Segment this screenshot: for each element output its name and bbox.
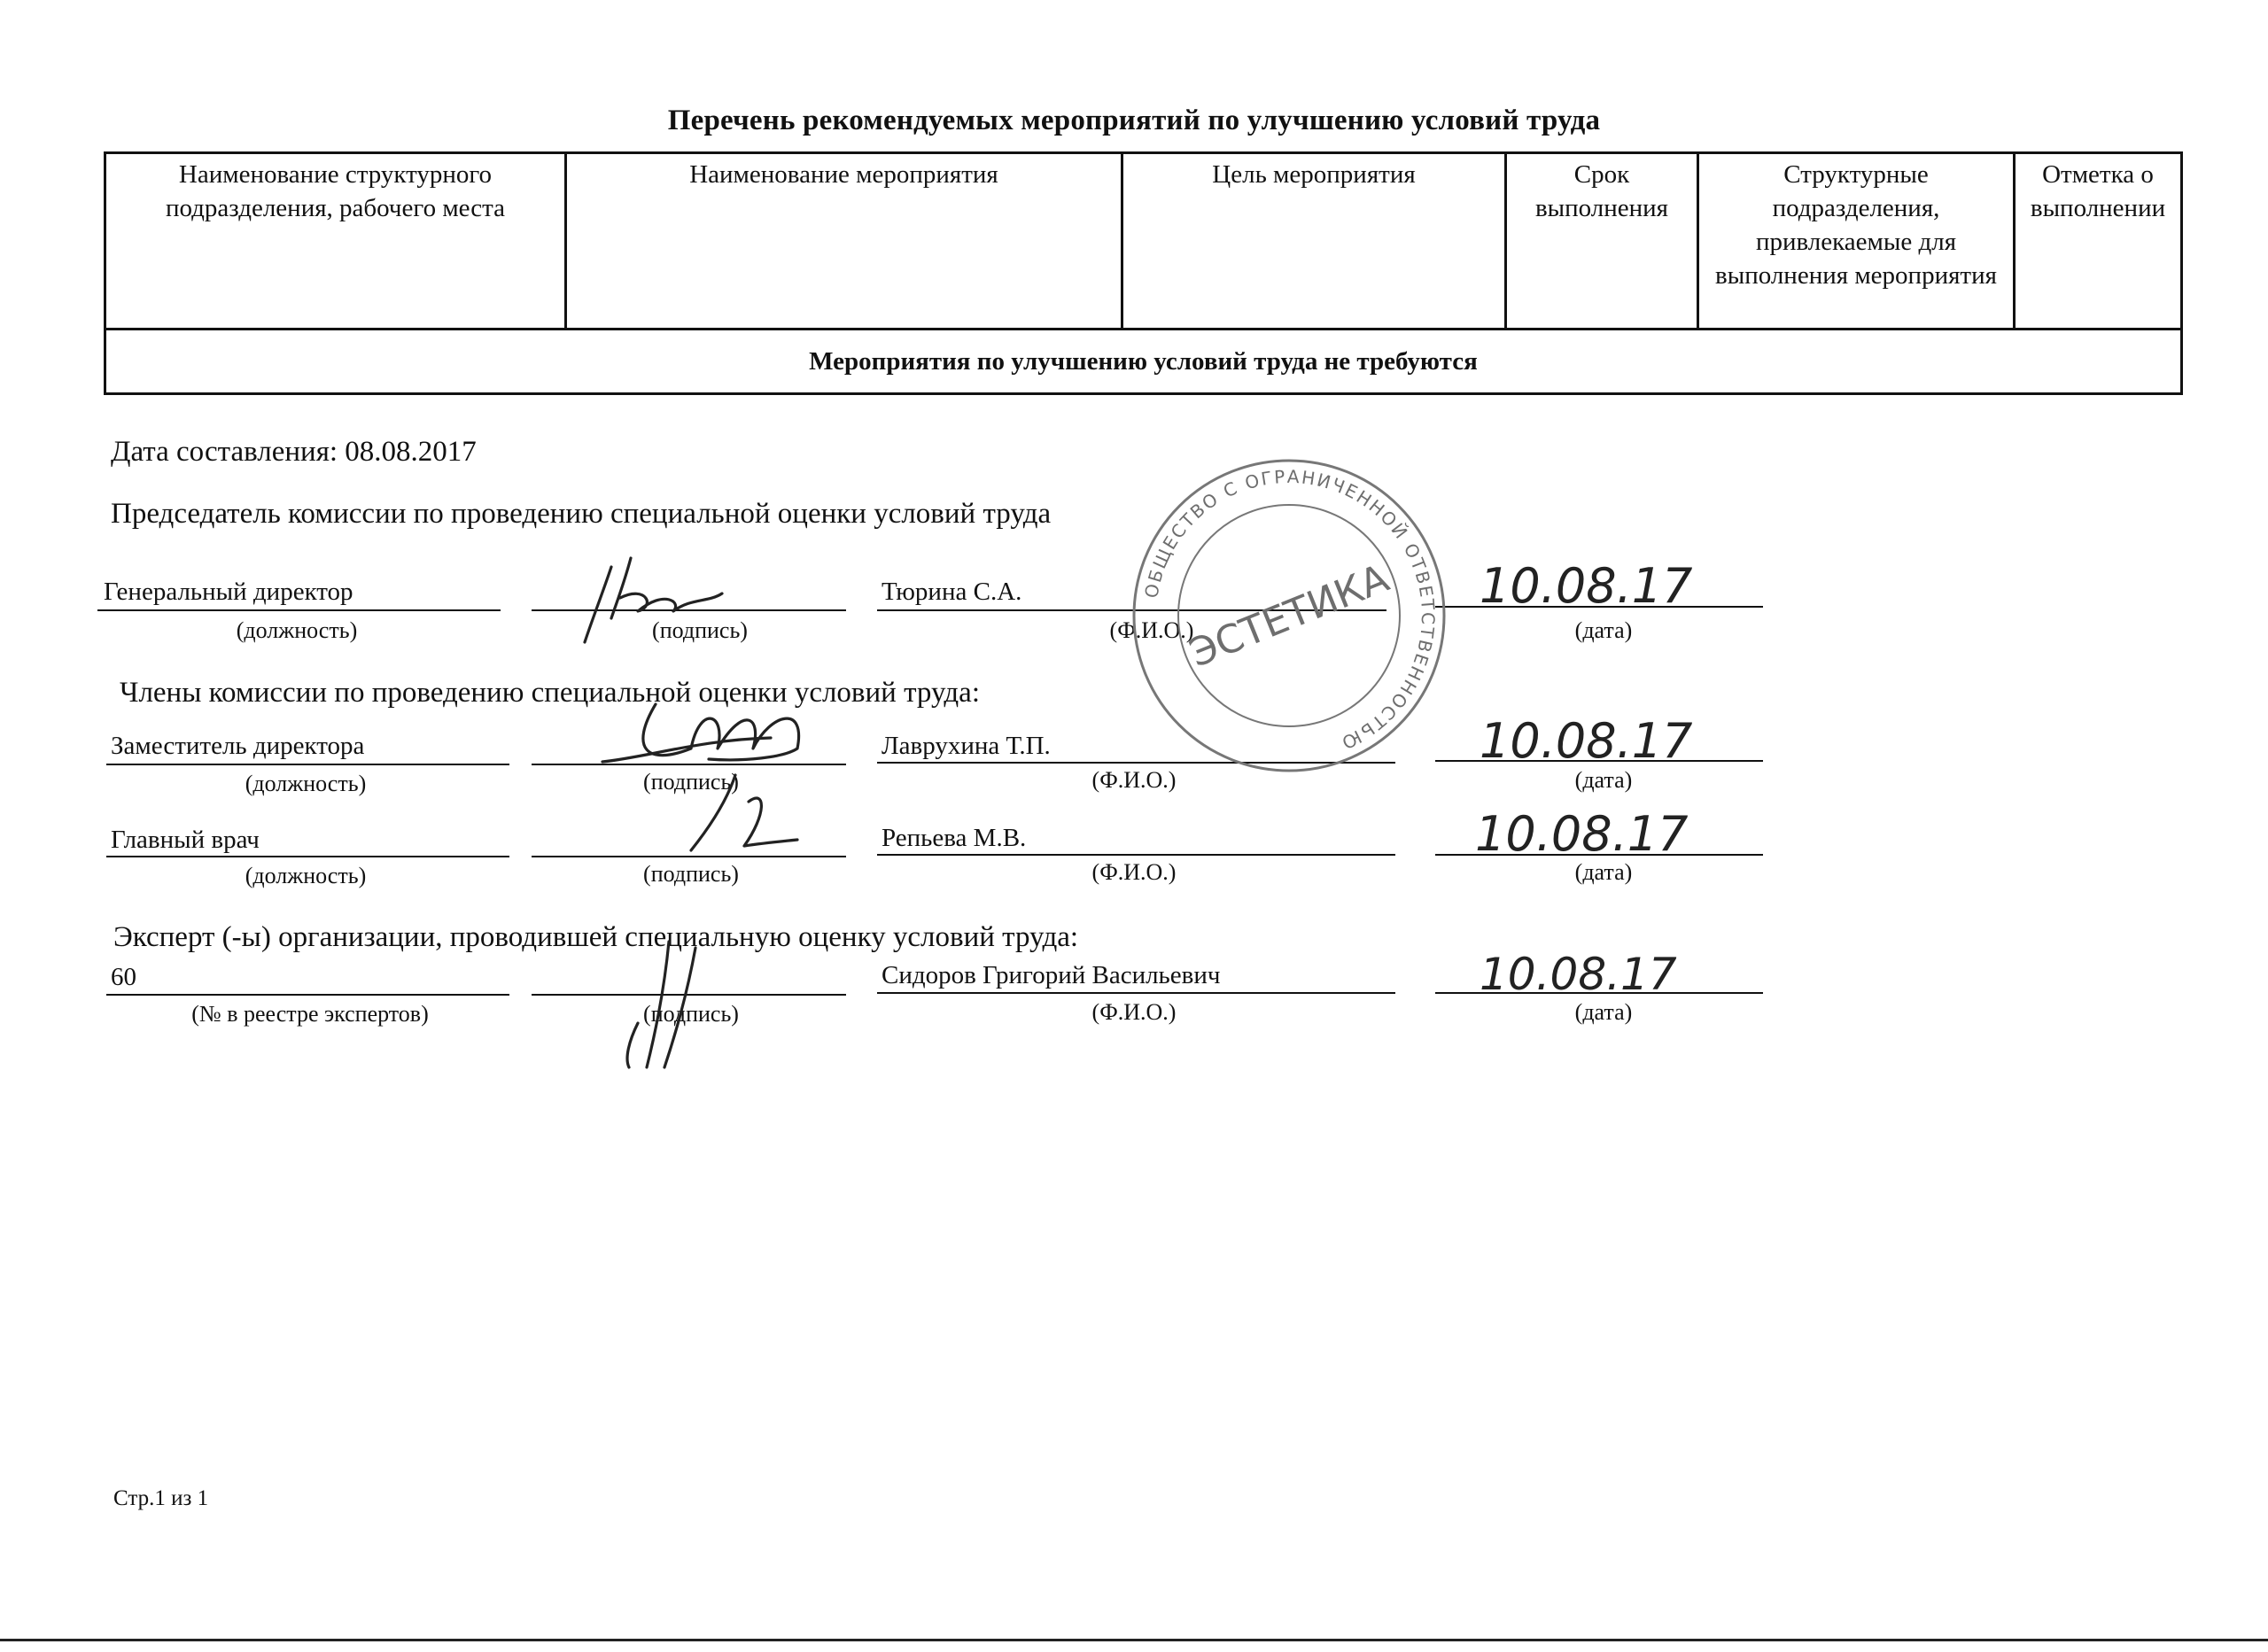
member-2-date-caption: (дата)	[1574, 859, 1633, 885]
svg-text:10.08.17: 10.08.17	[1480, 949, 1677, 1000]
chair-heading: Председатель комиссии по проведению специальной оценки условий труда	[111, 498, 1052, 530]
member-2-fio-caption: (Ф.И.О.)	[1091, 859, 1177, 885]
expert-registry-line	[106, 994, 509, 996]
expert-signature-caption: (подпись)	[643, 1001, 739, 1027]
member-1-handwritten-date	[1471, 709, 1736, 771]
header-cell-goal: Цель мероприятия	[1122, 153, 1506, 330]
svg-text:ЭСТЕТИКА: ЭСТЕТИКА	[1183, 555, 1395, 677]
expert-name: Сидоров Григорий Васильевич	[882, 961, 1221, 989]
member-2-signature-caption: (подпись)	[643, 861, 739, 887]
header-cell-deadline: Срок выполнения	[1506, 153, 1698, 330]
expert-fio-caption: (Ф.И.О.)	[1091, 999, 1177, 1025]
chair-signature-caption: (подпись)	[652, 617, 748, 643]
chair-date-caption: (дата)	[1574, 617, 1633, 643]
svg-text:10.08.17: 10.08.17	[1480, 713, 1693, 769]
header-cell-department: Наименование структурного подразделения, рабочего места	[105, 153, 566, 330]
member-1-name: Лаврухина Т.П.	[882, 732, 1051, 760]
expert-registry-number: 60	[111, 963, 136, 991]
expert-heading: Эксперт (-ы) организации, проводившей специальную оценку условий труда:	[113, 921, 1079, 953]
svg-text:ОБЩЕСТВО С ОГРАНИЧЕННОЙ ОТВЕТС: ОБЩЕСТВО С ОГРАНИЧЕННОЙ ОТВЕТСТВЕННОСТЬЮ	[1140, 465, 1440, 755]
table-header-row	[105, 153, 2182, 330]
member-2-handwritten-date	[1466, 802, 1732, 864]
chair-signature-scribble	[567, 549, 744, 647]
expert-signature-scribble	[611, 935, 726, 1076]
member-2-signature-scribble	[682, 762, 815, 859]
member-2-name: Репьева М.В.	[882, 824, 1027, 852]
member-1-fio-caption: (Ф.И.О.)	[1091, 767, 1177, 793]
chair-position-line	[97, 609, 501, 611]
svg-text:10.08.17: 10.08.17	[1475, 806, 1689, 862]
svg-text:10.08.17: 10.08.17	[1480, 558, 1693, 614]
chair-position: Генеральный директор	[104, 578, 353, 606]
members-heading: Члены комиссии по проведению специальной оценки условий труда:	[120, 677, 981, 709]
page-counter: Стр.1 из 1	[113, 1486, 209, 1510]
expert-fio-line	[877, 992, 1395, 994]
document-title: Перечень рекомендуемых мероприятий по улучшению условий труда	[667, 105, 1601, 136]
member-2-fio-line	[877, 854, 1395, 856]
member-2-position-caption: (должность)	[245, 863, 367, 888]
header-cell-completion-mark: Отметка о выполнении	[2015, 153, 2182, 330]
chair-fio-caption: (Ф.И.О.)	[1109, 617, 1194, 643]
member-2-position: Главный врач	[111, 826, 260, 854]
header-cell-involved-units: Структурные подразделения, привлекаемые для выполнения мероприятия	[1698, 153, 2015, 330]
member-1-position-line	[106, 764, 509, 765]
compilation-date: Дата составления: 08.08.2017	[111, 436, 477, 468]
member-1-position: Заместитель директора	[111, 732, 365, 760]
bottom-rule	[0, 1639, 2268, 1641]
expert-date-caption: (дата)	[1574, 999, 1633, 1025]
member-1-position-caption: (должность)	[245, 771, 367, 796]
member-2-position-line	[106, 856, 509, 857]
header-cell-measure: Наименование мероприятия	[566, 153, 1122, 330]
chair-name: Тюрина С.А.	[882, 578, 1022, 606]
expert-registry-caption: (№ в реестре экспертов)	[191, 1001, 429, 1027]
chair-handwritten-date	[1471, 554, 1736, 616]
expert-handwritten-date	[1471, 943, 1736, 1005]
member-1-date-caption: (дата)	[1574, 767, 1633, 793]
no-measures-required-cell: Мероприятия по улучшению условий труда не требуются	[105, 330, 2182, 394]
table-row	[105, 330, 2182, 394]
chair-position-caption: (должность)	[236, 617, 358, 643]
member-1-signature-caption: (подпись)	[643, 769, 739, 795]
measures-table	[104, 151, 2183, 395]
company-stamp	[1125, 452, 1453, 779]
